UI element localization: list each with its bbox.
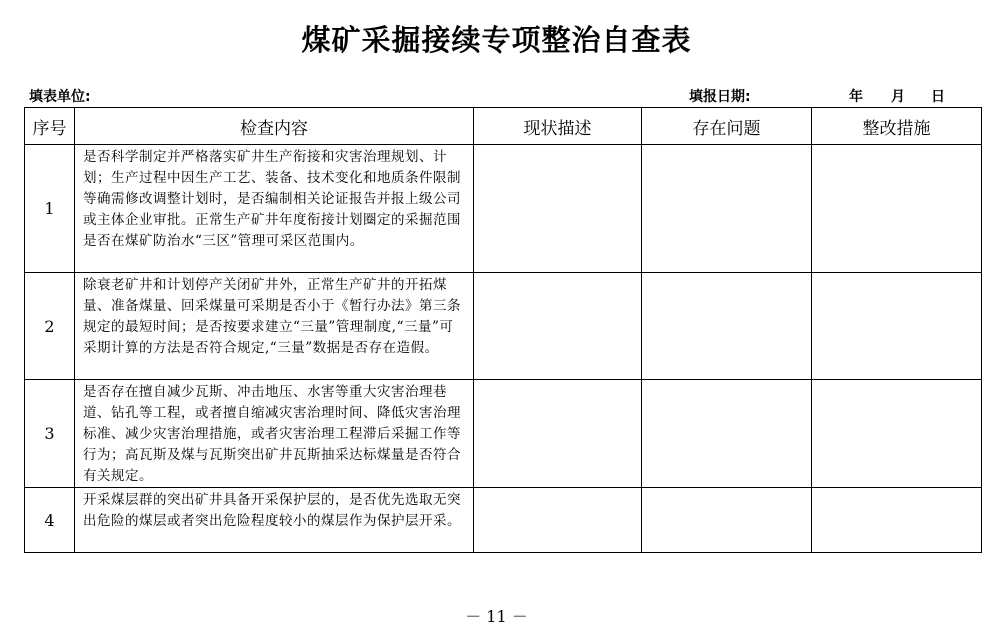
day-label: 日 [931, 89, 945, 105]
row-number: 1 [25, 145, 75, 273]
table-row [25, 380, 982, 488]
fill-date-label: 填报日期: [689, 89, 751, 105]
row-number: 4 [25, 488, 75, 553]
page-title: 煤矿采掘接续专项整治自查表 [301, 23, 692, 57]
row-number: 3 [25, 380, 75, 488]
header-status-description: 现状描述 [474, 108, 642, 145]
header-existing-issues: 存在问题 [642, 108, 812, 145]
row-check-content: 除衰老矿井和计划停产关闭矿井外，正常生产矿井的开拓煤量、准备煤量、回采煤量可采期是否小于《暂行办法》第三条规定的最短时间；是否按要求建立“三量”管理制度,“三量”可采期计算的方法是否符合规定,“三量”数据是否存在造假。 [75, 273, 474, 380]
row-check-content: 开采煤层群的突出矿井具备开采保护层的，是否优先选取无突出危险的煤层或者突出危险程度较小的煤层作为保护层开采。 [75, 488, 474, 553]
table-header-row [25, 108, 982, 145]
row-status-cell[interactable] [474, 488, 642, 553]
table-row [25, 273, 982, 380]
fill-unit-label: 填表单位: [29, 89, 91, 105]
row-issues-cell[interactable] [642, 273, 812, 380]
row-measures-cell[interactable] [812, 488, 982, 553]
table-row [25, 488, 982, 553]
table-row [25, 145, 982, 273]
header-serial: 序号 [25, 108, 75, 145]
header-rectification-measures: 整改措施 [812, 108, 982, 145]
self-check-table [24, 107, 982, 553]
row-status-cell[interactable] [474, 273, 642, 380]
form-meta-row [27, 86, 982, 106]
row-check-content: 是否存在擅自减少瓦斯、冲击地压、水害等重大灾害治理巷道、钻孔等工程，或者擅自缩减灾害治理时间、降低灾害治理标准、减少灾害治理措施，或者灾害治理工程滞后采掘工作等行为；高瓦斯及煤与瓦斯突出矿井瓦斯抽采达标煤量是否符合有关规定。 [75, 380, 474, 488]
row-status-cell[interactable] [474, 145, 642, 273]
row-number: 2 [25, 273, 75, 380]
row-measures-cell[interactable] [812, 145, 982, 273]
row-measures-cell[interactable] [812, 380, 982, 488]
row-measures-cell[interactable] [812, 273, 982, 380]
row-issues-cell[interactable] [642, 488, 812, 553]
row-issues-cell[interactable] [642, 380, 812, 488]
header-check-content: 检查内容 [75, 108, 474, 145]
row-check-content: 是否科学制定并严格落实矿井生产衔接和灾害治理规划、计划；生产过程中因生产工艺、装备、技术变化和地质条件限制等确需修改调整计划时，是否编制相关论证报告并报上级公司或主体企业审批。正常生产矿井年度衔接计划圈定的采掘范围是否在煤矿防治水“三区”管理可采区范围内。 [75, 145, 474, 273]
month-label: 月 [891, 89, 905, 105]
year-label: 年 [849, 89, 863, 105]
page-number: － 11 － [465, 607, 528, 626]
row-issues-cell[interactable] [642, 145, 812, 273]
row-status-cell[interactable] [474, 380, 642, 488]
